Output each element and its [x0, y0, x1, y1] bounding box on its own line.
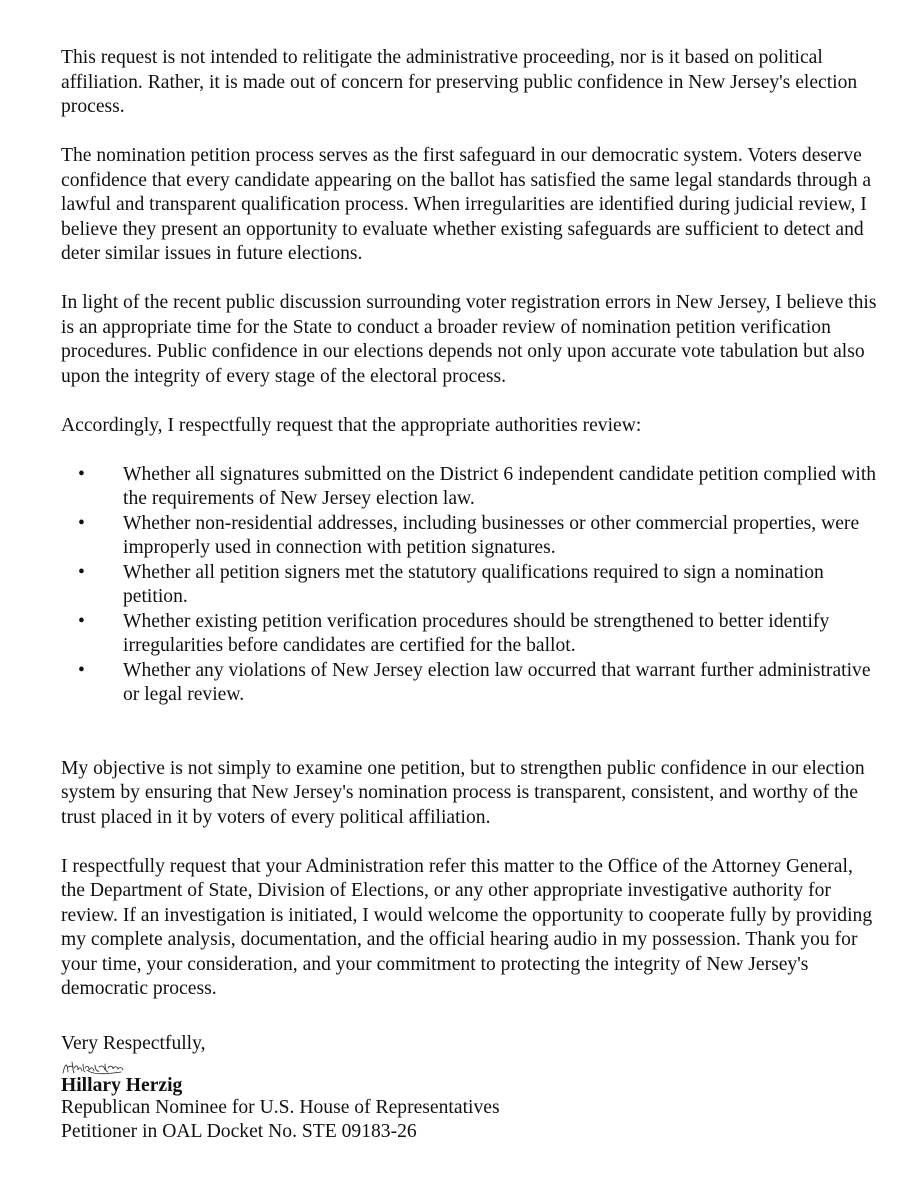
paragraph-purpose: This request is not intended to relitigate the administrative proceeding, nor is it based on political affiliation. Rather, it is made out of concern for preserving public confidence in New Jersey's election process. — [61, 47, 858, 117]
paragraph-review-request: In light of the recent public discussion surrounding voter registration errors in New Jersey, I believe this is an appropriate time for the State to conduct a broader review of nomination petition verification procedures. Public confidence in our elections depends not only upon accurate vote tabulation but also upon the integrity of every stage of the electoral process. — [61, 292, 877, 387]
list-item-text: Whether existing petition verification procedures should be strengthened to better identify irregularities before candidates are certified for the ballot. — [123, 610, 830, 656]
letter-body — [61, 46, 881, 1144]
paragraph-objective: My objective is not simply to examine one petition, but to strengthen public confidence in our election system by ensuring that New Jersey's nomination process is transparent, consistent, and worthy of the trust placed in it by voters of every political affiliation. — [61, 757, 865, 828]
bullet-icon: • — [78, 659, 85, 681]
bullet-icon: • — [78, 561, 85, 583]
review-items-list — [61, 463, 881, 708]
bullet-icon: • — [78, 610, 85, 632]
closing-salutation: Very Respectfully, — [61, 1033, 206, 1054]
list-item-text: Whether non-residential addresses, including businesses or other commercial properties, were improperly used in connection with petition signatures. — [123, 512, 860, 558]
signatory-docket: Petitioner in OAL Docket No. STE 09183-26 — [61, 1121, 417, 1142]
bullet-icon: • — [78, 512, 85, 534]
signatory-name: Hillary Herzig — [61, 1075, 183, 1096]
paragraph-accordingly: Accordingly, I respectfully request that the appropriate authorities review: — [61, 414, 642, 436]
signatory-title: Republican Nominee for U.S. House of Representatives — [61, 1097, 500, 1118]
list-item — [61, 561, 881, 610]
list-item — [61, 610, 881, 659]
list-item — [61, 659, 881, 708]
bullet-icon: • — [78, 463, 85, 485]
list-item — [61, 463, 881, 512]
signature-block — [61, 1032, 881, 1144]
list-item-text: Whether all signatures submitted on the District 6 independent candidate petition complied with the requirements of New Jersey election law. — [123, 463, 877, 509]
list-item-text: Whether any violations of New Jersey election law occurred that warrant further administrative or legal review. — [123, 659, 871, 705]
list-item — [61, 512, 881, 561]
paragraph-petition-process: The nomination petition process serves as the first safeguard in our democratic system. Voters deserve confidence that every candidate appearing on the ballot has satisfied the same legal standards through a lawful and transparent qualification process. When irregularities are identified during judicial review, I believe they present an opportunity to evaluate whether existing safeguards are sufficient to detect and deter similar issues in future elections. — [61, 145, 872, 264]
list-item-text: Whether all petition signers met the statutory qualifications required to sign a nomination petition. — [123, 561, 824, 607]
paragraph-referral-request: I respectfully request that your Administration refer this matter to the Office of the Attorney General, the Department of State, Division of Elections, or any other appropriate investigative authority for review. If an investigation is initiated, I would welcome the opportunity to cooperate fully by providing my complete analysis, documentation, and the official hearing audio in my possession. Thank you for your time, your consideration, and your commitment to protecting the integrity of New Jersey's democratic process. — [61, 855, 873, 999]
